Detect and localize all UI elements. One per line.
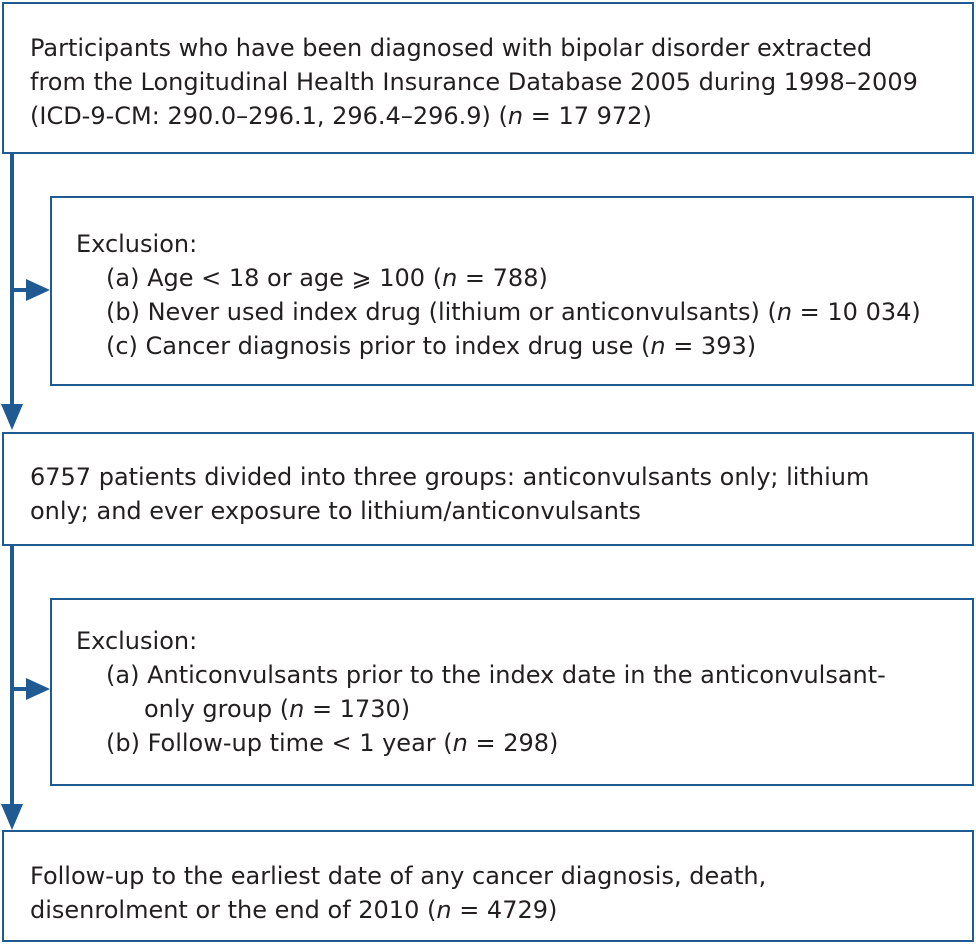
box3-line-2: disenrolment or the end of 2010 (n = 4729)	[30, 896, 558, 924]
box-exclusion-2	[50, 598, 974, 786]
box-three-groups	[2, 432, 974, 546]
box1-line-1: Participants who have been diagnosed with bipolar disorder extracted	[30, 34, 873, 62]
exclusion2-title: Exclusion:	[76, 627, 198, 655]
box-participants	[2, 2, 974, 154]
exclusion1-item-b: (b) Never used index drug (lithium or anticonvulsants) (n = 10 034)	[106, 298, 921, 326]
exclusion2-item-a-line-1: (a) Anticonvulsants prior to the index date in the anticonvulsant-	[106, 661, 886, 689]
box1-line-3: (ICD-9-CM: 290.0–296.1, 296.4–296.9) (n = 17 972)	[30, 102, 652, 130]
arrow-down-1	[1, 404, 23, 430]
box-exclusion-1	[50, 196, 974, 386]
exclusion2-item-a-line-2: only group (n = 1730)	[144, 695, 411, 723]
exclusion1-title: Exclusion:	[76, 230, 198, 258]
exclusion2-item-b: (b) Follow-up time < 1 year (n = 298)	[106, 729, 559, 757]
box2-line-1: 6757 patients divided into three groups: anticonvulsants only; lithium	[30, 463, 870, 491]
exclusion1-item-a: (a) Age < 18 or age ⩾ 100 (n = 788)	[106, 264, 548, 292]
arrow-down-2	[1, 804, 23, 830]
box3-line-1: Follow-up to the earliest date of any cancer diagnosis, death,	[30, 862, 767, 890]
arrow-right-2	[26, 678, 50, 700]
box2-line-2: only; and ever exposure to lithium/anticonvulsants	[30, 497, 641, 525]
exclusion1-item-c: (c) Cancer diagnosis prior to index drug use (n = 393)	[106, 332, 757, 360]
box-follow-up	[2, 830, 974, 942]
box1-line-2: from the Longitudinal Health Insurance Database 2005 during 1998–2009	[30, 68, 918, 96]
arrow-right-1	[26, 279, 50, 301]
